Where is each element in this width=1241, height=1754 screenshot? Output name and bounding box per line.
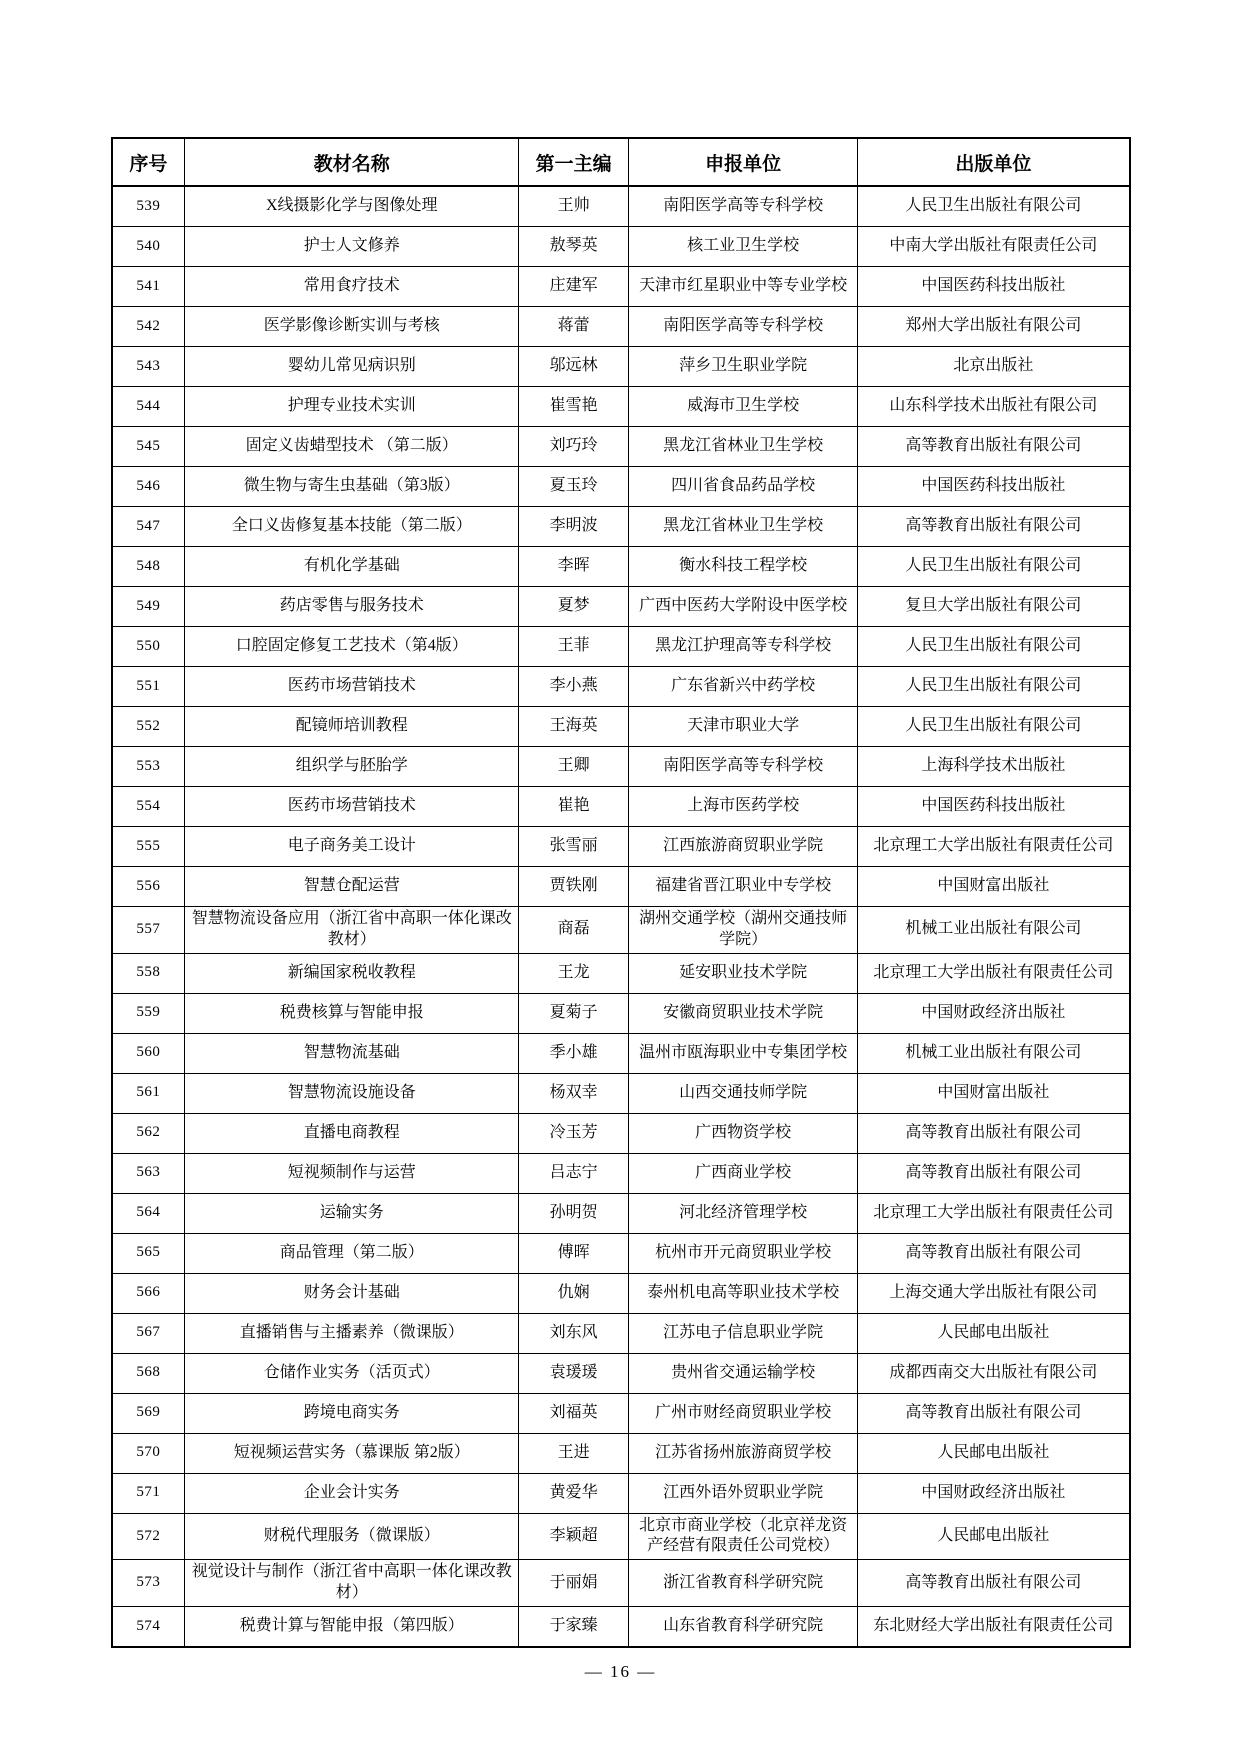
cell-first-editor: 于丽娟	[519, 1560, 629, 1607]
table-row	[112, 1473, 1130, 1513]
cell-applicant-unit: 杭州市开元商贸职业学校	[629, 1233, 858, 1273]
cell-serial-number: 539	[112, 186, 185, 227]
cell-serial-number: 543	[112, 347, 185, 387]
cell-textbook-name: 企业会计实务	[185, 1473, 519, 1513]
cell-applicant-unit: 黑龙江护理高等专科学校	[629, 627, 858, 667]
cell-first-editor: 王进	[519, 1433, 629, 1473]
cell-textbook-name: 税费计算与智能申报（第四版）	[185, 1606, 519, 1647]
cell-applicant-unit: 南阳医学高等专科学校	[629, 307, 858, 347]
cell-publisher-unit: 机械工业出版社有限公司	[858, 1033, 1130, 1073]
cell-serial-number: 549	[112, 587, 185, 627]
cell-applicant-unit: 泰州机电高等职业技术学校	[629, 1273, 858, 1313]
cell-serial-number: 542	[112, 307, 185, 347]
cell-textbook-name: 财税代理服务（微课版）	[185, 1513, 519, 1560]
cell-applicant-unit: 衡水科技工程学校	[629, 547, 858, 587]
cell-applicant-unit: 福建省晋江职业中专学校	[629, 867, 858, 907]
cell-serial-number: 565	[112, 1233, 185, 1273]
table-row	[112, 1313, 1130, 1353]
cell-first-editor: 商磊	[519, 907, 629, 954]
cell-serial-number: 573	[112, 1560, 185, 1607]
cell-publisher-unit: 北京理工大学出版社有限责任公司	[858, 953, 1130, 993]
header-row	[112, 138, 1130, 186]
table-row	[112, 747, 1130, 787]
cell-serial-number: 559	[112, 993, 185, 1033]
cell-publisher-unit: 人民卫生出版社有限公司	[858, 667, 1130, 707]
page-number: — 16 —	[584, 1662, 657, 1681]
cell-applicant-unit: 温州市瓯海职业中专集团学校	[629, 1033, 858, 1073]
cell-textbook-name: 全口义齿修复基本技能（第二版）	[185, 507, 519, 547]
cell-first-editor: 崔艳	[519, 787, 629, 827]
cell-publisher-unit: 人民卫生出版社有限公司	[858, 707, 1130, 747]
cell-serial-number: 568	[112, 1353, 185, 1393]
cell-serial-number: 552	[112, 707, 185, 747]
cell-applicant-unit: 南阳医学高等专科学校	[629, 186, 858, 227]
cell-applicant-unit: 天津市职业大学	[629, 707, 858, 747]
cell-textbook-name: 护理专业技术实训	[185, 387, 519, 427]
cell-first-editor: 刘福英	[519, 1393, 629, 1433]
cell-first-editor: 杨双幸	[519, 1073, 629, 1113]
table-row	[112, 267, 1130, 307]
cell-serial-number: 566	[112, 1273, 185, 1313]
cell-applicant-unit: 广西物资学校	[629, 1113, 858, 1153]
cell-first-editor: 贾铁刚	[519, 867, 629, 907]
cell-serial-number: 570	[112, 1433, 185, 1473]
table-row	[112, 1433, 1130, 1473]
cell-textbook-name: 新编国家税收教程	[185, 953, 519, 993]
cell-textbook-name: 财务会计基础	[185, 1273, 519, 1313]
table-row	[112, 1513, 1130, 1560]
table-row	[112, 787, 1130, 827]
cell-applicant-unit: 广州市财经商贸职业学校	[629, 1393, 858, 1433]
cell-serial-number: 541	[112, 267, 185, 307]
cell-serial-number: 551	[112, 667, 185, 707]
cell-publisher-unit: 山东科学技术出版社有限公司	[858, 387, 1130, 427]
table-row	[112, 1233, 1130, 1273]
cell-first-editor: 王帅	[519, 186, 629, 227]
cell-applicant-unit: 北京市商业学校（北京祥龙资产经营有限责任公司党校）	[629, 1513, 858, 1560]
cell-textbook-name: 微生物与寄生虫基础（第3版）	[185, 467, 519, 507]
cell-serial-number: 554	[112, 787, 185, 827]
cell-applicant-unit: 江苏省扬州旅游商贸学校	[629, 1433, 858, 1473]
cell-publisher-unit: 复旦大学出版社有限公司	[858, 587, 1130, 627]
table-row	[112, 1353, 1130, 1393]
cell-textbook-name: 直播销售与主播素养（微课版）	[185, 1313, 519, 1353]
cell-serial-number: 556	[112, 867, 185, 907]
table-row	[112, 1073, 1130, 1113]
cell-publisher-unit: 高等教育出版社有限公司	[858, 1113, 1130, 1153]
cell-first-editor: 于家臻	[519, 1606, 629, 1647]
table-row	[112, 827, 1130, 867]
cell-publisher-unit: 人民邮电出版社	[858, 1513, 1130, 1560]
cell-publisher-unit: 北京出版社	[858, 347, 1130, 387]
cell-serial-number: 562	[112, 1113, 185, 1153]
cell-first-editor: 冷玉芳	[519, 1113, 629, 1153]
cell-applicant-unit: 江苏电子信息职业学院	[629, 1313, 858, 1353]
cell-textbook-name: 药店零售与服务技术	[185, 587, 519, 627]
table-row	[112, 547, 1130, 587]
cell-publisher-unit: 高等教育出版社有限公司	[858, 507, 1130, 547]
cell-first-editor: 孙明贺	[519, 1193, 629, 1233]
table-row	[112, 347, 1130, 387]
cell-textbook-name: 直播电商教程	[185, 1113, 519, 1153]
cell-publisher-unit: 郑州大学出版社有限公司	[858, 307, 1130, 347]
cell-first-editor: 吕志宁	[519, 1153, 629, 1193]
cell-first-editor: 王海英	[519, 707, 629, 747]
cell-first-editor: 李晖	[519, 547, 629, 587]
cell-publisher-unit: 中国财政经济出版社	[858, 993, 1130, 1033]
table-row	[112, 993, 1130, 1033]
cell-applicant-unit: 山东省教育科学研究院	[629, 1606, 858, 1647]
table-row	[112, 227, 1130, 267]
cell-publisher-unit: 高等教育出版社有限公司	[858, 1233, 1130, 1273]
cell-first-editor: 王菲	[519, 627, 629, 667]
cell-serial-number: 557	[112, 907, 185, 954]
cell-textbook-name: 常用食疗技术	[185, 267, 519, 307]
cell-applicant-unit: 广西中医药大学附设中医学校	[629, 587, 858, 627]
cell-serial-number: 546	[112, 467, 185, 507]
cell-first-editor: 刘东风	[519, 1313, 629, 1353]
cell-textbook-name: 视觉设计与制作（浙江省中高职一体化课改教材）	[185, 1560, 519, 1607]
cell-applicant-unit: 江西外语外贸职业学院	[629, 1473, 858, 1513]
cell-textbook-name: 护士人文修养	[185, 227, 519, 267]
cell-textbook-name: 固定义齿蜡型技术 （第二版）	[185, 427, 519, 467]
cell-publisher-unit: 成都西南交大出版社有限公司	[858, 1353, 1130, 1393]
cell-first-editor: 李小燕	[519, 667, 629, 707]
cell-textbook-name: X线摄影化学与图像处理	[185, 186, 519, 227]
cell-publisher-unit: 上海交通大学出版社有限公司	[858, 1273, 1130, 1313]
table-row	[112, 907, 1130, 954]
cell-first-editor: 袁瑗瑗	[519, 1353, 629, 1393]
table-row	[112, 307, 1130, 347]
cell-serial-number: 555	[112, 827, 185, 867]
cell-publisher-unit: 人民卫生出版社有限公司	[858, 547, 1130, 587]
cell-publisher-unit: 人民卫生出版社有限公司	[858, 627, 1130, 667]
cell-serial-number: 569	[112, 1393, 185, 1433]
cell-applicant-unit: 广西商业学校	[629, 1153, 858, 1193]
cell-publisher-unit: 中国财富出版社	[858, 1073, 1130, 1113]
cell-serial-number: 561	[112, 1073, 185, 1113]
cell-textbook-name: 商品管理（第二版）	[185, 1233, 519, 1273]
cell-publisher-unit: 人民邮电出版社	[858, 1313, 1130, 1353]
cell-applicant-unit: 山西交通技师学院	[629, 1073, 858, 1113]
cell-applicant-unit: 四川省食品药品学校	[629, 467, 858, 507]
cell-serial-number: 574	[112, 1606, 185, 1647]
table-row	[112, 387, 1130, 427]
cell-applicant-unit: 湖州交通学校（湖州交通技师学院）	[629, 907, 858, 954]
cell-textbook-name: 运输实务	[185, 1193, 519, 1233]
cell-textbook-name: 医药市场营销技术	[185, 667, 519, 707]
cell-publisher-unit: 中国医药科技出版社	[858, 467, 1130, 507]
cell-applicant-unit: 天津市红星职业中等专业学校	[629, 267, 858, 307]
cell-first-editor: 刘巧玲	[519, 427, 629, 467]
cell-publisher-unit: 中国医药科技出版社	[858, 267, 1130, 307]
cell-first-editor: 夏玉玲	[519, 467, 629, 507]
cell-publisher-unit: 中南大学出版社有限责任公司	[858, 227, 1130, 267]
cell-first-editor: 黄爱华	[519, 1473, 629, 1513]
cell-applicant-unit: 广东省新兴中药学校	[629, 667, 858, 707]
cell-textbook-name: 税费核算与智能申报	[185, 993, 519, 1033]
cell-textbook-name: 婴幼儿常见病识别	[185, 347, 519, 387]
cell-first-editor: 蒋蕾	[519, 307, 629, 347]
textbook-table	[111, 137, 1131, 1648]
table-body	[112, 186, 1130, 1647]
cell-applicant-unit: 浙江省教育科学研究院	[629, 1560, 858, 1607]
cell-publisher-unit: 高等教育出版社有限公司	[858, 1393, 1130, 1433]
cell-publisher-unit: 高等教育出版社有限公司	[858, 1560, 1130, 1607]
table-row	[112, 1113, 1130, 1153]
cell-first-editor: 崔雪艳	[519, 387, 629, 427]
table-row	[112, 867, 1130, 907]
cell-textbook-name: 智慧物流设施设备	[185, 1073, 519, 1113]
cell-serial-number: 558	[112, 953, 185, 993]
table-row	[112, 953, 1130, 993]
cell-serial-number: 572	[112, 1513, 185, 1560]
cell-publisher-unit: 上海科学技术出版社	[858, 747, 1130, 787]
cell-serial-number: 540	[112, 227, 185, 267]
cell-applicant-unit: 萍乡卫生职业学院	[629, 347, 858, 387]
cell-serial-number: 564	[112, 1193, 185, 1233]
cell-textbook-name: 组织学与胚胎学	[185, 747, 519, 787]
cell-serial-number: 571	[112, 1473, 185, 1513]
cell-applicant-unit: 安徽商贸职业技术学院	[629, 993, 858, 1033]
table-row	[112, 667, 1130, 707]
cell-applicant-unit: 黑龙江省林业卫生学校	[629, 507, 858, 547]
cell-publisher-unit: 中国医药科技出版社	[858, 787, 1130, 827]
cell-textbook-name: 医学影像诊断实训与考核	[185, 307, 519, 347]
table-row	[112, 1193, 1130, 1233]
cell-first-editor: 庄建军	[519, 267, 629, 307]
cell-publisher-unit: 高等教育出版社有限公司	[858, 1153, 1130, 1193]
cell-first-editor: 王龙	[519, 953, 629, 993]
cell-publisher-unit: 机械工业出版社有限公司	[858, 907, 1130, 954]
table-row	[112, 1393, 1130, 1433]
cell-first-editor: 夏菊子	[519, 993, 629, 1033]
cell-first-editor: 李颖超	[519, 1513, 629, 1560]
header-textbook-name: 教材名称	[185, 138, 519, 186]
table-row	[112, 507, 1130, 547]
cell-publisher-unit: 东北财经大学出版社有限责任公司	[858, 1606, 1130, 1647]
cell-textbook-name: 配镜师培训教程	[185, 707, 519, 747]
cell-applicant-unit: 黑龙江省林业卫生学校	[629, 427, 858, 467]
cell-first-editor: 王卿	[519, 747, 629, 787]
cell-serial-number: 544	[112, 387, 185, 427]
cell-textbook-name: 电子商务美工设计	[185, 827, 519, 867]
cell-serial-number: 547	[112, 507, 185, 547]
cell-publisher-unit: 高等教育出版社有限公司	[858, 427, 1130, 467]
cell-textbook-name: 仓储作业实务（活页式）	[185, 1353, 519, 1393]
header-first-editor: 第一主编	[519, 138, 629, 186]
cell-applicant-unit: 核工业卫生学校	[629, 227, 858, 267]
table-row	[112, 707, 1130, 747]
cell-first-editor: 敖琴英	[519, 227, 629, 267]
cell-textbook-name: 短视频制作与运营	[185, 1153, 519, 1193]
cell-applicant-unit: 江西旅游商贸职业学院	[629, 827, 858, 867]
cell-applicant-unit: 上海市医药学校	[629, 787, 858, 827]
cell-serial-number: 545	[112, 427, 185, 467]
table-row	[112, 467, 1130, 507]
cell-first-editor: 夏梦	[519, 587, 629, 627]
cell-serial-number: 553	[112, 747, 185, 787]
table-header	[112, 138, 1130, 186]
cell-applicant-unit: 河北经济管理学校	[629, 1193, 858, 1233]
cell-textbook-name: 短视频运营实务（慕课版 第2版）	[185, 1433, 519, 1473]
table-row	[112, 1273, 1130, 1313]
cell-first-editor: 李明波	[519, 507, 629, 547]
table-row	[112, 1560, 1130, 1607]
cell-publisher-unit: 中国财政经济出版社	[858, 1473, 1130, 1513]
cell-textbook-name: 有机化学基础	[185, 547, 519, 587]
header-serial-number: 序号	[112, 138, 185, 186]
cell-publisher-unit: 北京理工大学出版社有限责任公司	[858, 1193, 1130, 1233]
cell-textbook-name: 跨境电商实务	[185, 1393, 519, 1433]
cell-textbook-name: 医药市场营销技术	[185, 787, 519, 827]
cell-publisher-unit: 中国财富出版社	[858, 867, 1130, 907]
cell-publisher-unit: 人民卫生出版社有限公司	[858, 186, 1130, 227]
cell-applicant-unit: 延安职业技术学院	[629, 953, 858, 993]
table-row	[112, 427, 1130, 467]
cell-serial-number: 567	[112, 1313, 185, 1353]
cell-serial-number: 548	[112, 547, 185, 587]
cell-publisher-unit: 北京理工大学出版社有限责任公司	[858, 827, 1130, 867]
table-row	[112, 186, 1130, 227]
cell-serial-number: 563	[112, 1153, 185, 1193]
table-row	[112, 627, 1130, 667]
cell-first-editor: 傅晖	[519, 1233, 629, 1273]
cell-first-editor: 邬远林	[519, 347, 629, 387]
header-applicant-unit: 申报单位	[629, 138, 858, 186]
cell-applicant-unit: 威海市卫生学校	[629, 387, 858, 427]
cell-textbook-name: 智慧物流设备应用（浙江省中高职一体化课改教材）	[185, 907, 519, 954]
table-row	[112, 1033, 1130, 1073]
cell-publisher-unit: 人民邮电出版社	[858, 1433, 1130, 1473]
table-row	[112, 587, 1130, 627]
cell-textbook-name: 智慧仓配运营	[185, 867, 519, 907]
cell-serial-number: 560	[112, 1033, 185, 1073]
cell-serial-number: 550	[112, 627, 185, 667]
table-row	[112, 1153, 1130, 1193]
cell-first-editor: 季小雄	[519, 1033, 629, 1073]
cell-textbook-name: 口腔固定修复工艺技术（第4版）	[185, 627, 519, 667]
header-publisher-unit: 出版单位	[858, 138, 1130, 186]
cell-first-editor: 张雪丽	[519, 827, 629, 867]
cell-first-editor: 仇娴	[519, 1273, 629, 1313]
cell-textbook-name: 智慧物流基础	[185, 1033, 519, 1073]
table-row	[112, 1606, 1130, 1647]
cell-applicant-unit: 贵州省交通运输学校	[629, 1353, 858, 1393]
cell-applicant-unit: 南阳医学高等专科学校	[629, 747, 858, 787]
